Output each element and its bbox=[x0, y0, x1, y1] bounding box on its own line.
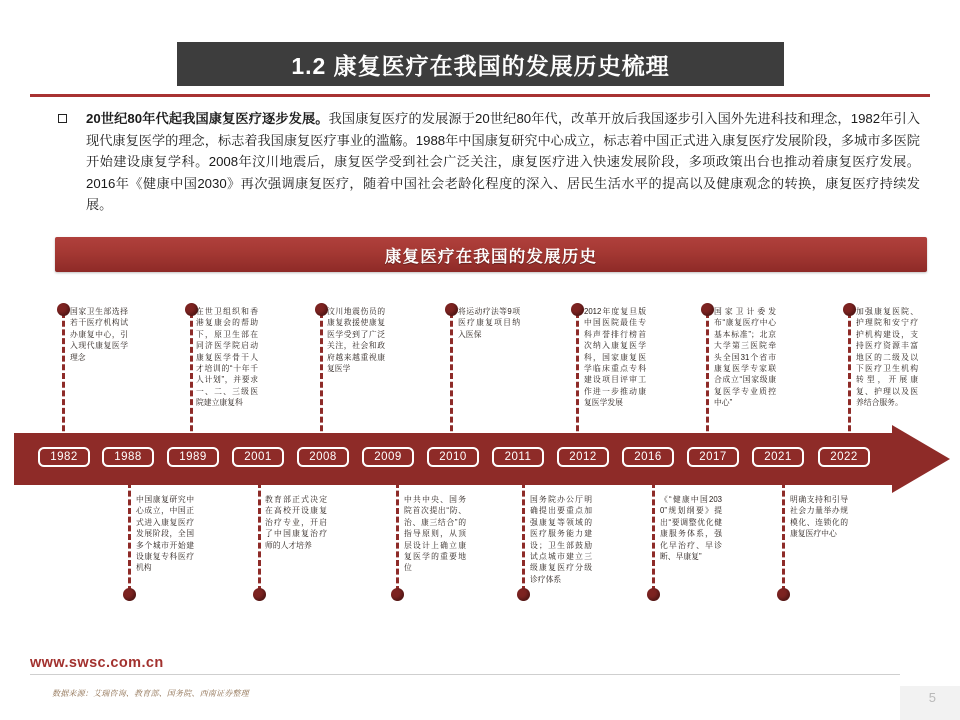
timeline-year-chip-2022[interactable]: 2022 bbox=[818, 447, 870, 467]
footer-divider bbox=[30, 674, 900, 675]
page-title: 1.2 康复医疗在我国的发展历史梳理 bbox=[291, 52, 670, 79]
page-title-band bbox=[177, 42, 784, 86]
timeline-node-dot-2011 bbox=[517, 588, 530, 601]
timeline-year-chip-2021[interactable]: 2021 bbox=[752, 447, 804, 467]
timeline-node-dot-2022 bbox=[843, 303, 856, 316]
timeline-node-dot-1982 bbox=[57, 303, 70, 316]
timeline-node-dot-2010 bbox=[445, 303, 458, 316]
timeline-callout-1989: 在世卫组织和香港复康会的帮助下，原卫生部在同济医学院启动康复医学骨干人才培训的“十年千人计划”，并要求一、二、三级医院建立康复科 bbox=[196, 307, 258, 408]
intro-body: 我国康复医疗的发展源于20世纪80年代，改革开放后我国逐步引入国外先进科技和理念，1982年引入现代康复医学的理念，标志着我国康复医疗事业的滥觞。1988年中国康复研究中心成立，标志着中国正式进入康复医疗发展阶段，多城市多医院开始建设康复学科。2008年汶川地震后，康复医学受到社会广泛关注，康复医疗进入快速发展阶段，多项政策出台也推动着康复医疗发展。2016年《健康中国2030》再次强调康复医疗，随着中国社会老龄化程度的深入、居民生活水平的提高以及健康观念的转换，康复医疗持续发展。 bbox=[86, 111, 921, 212]
timeline-callout-2021: 明确支持和引导社会力量举办规模化、连锁化的康复医疗中心 bbox=[790, 495, 848, 539]
timeline-connector-2001 bbox=[258, 482, 261, 592]
timeline-year-chip-2016[interactable]: 2016 bbox=[622, 447, 674, 467]
timeline-callout-1982: 国家卫生部选择若干医疗机构试办康复中心，引入现代康复医学理念 bbox=[70, 307, 128, 362]
timeline-connector-1989 bbox=[190, 312, 193, 440]
square-bullet-icon bbox=[58, 114, 67, 123]
timeline-connector-2008 bbox=[320, 312, 323, 440]
timeline-connector-2012 bbox=[576, 312, 579, 440]
timeline-year-chip-2010[interactable]: 2010 bbox=[427, 447, 479, 467]
timeline-node-dot-2017 bbox=[701, 303, 714, 316]
timeline-callout-2011: 国务院办公厅明确提出要重点加强康复等领域的医疗服务能力建设；卫生部鼓励试点城市建立三级康复医疗分级诊疗体系 bbox=[530, 495, 592, 584]
timeline-callout-2010: 将运动疗法等9项医疗康复项目纳入医保 bbox=[458, 307, 520, 339]
timeline-year-chip-1988[interactable]: 1988 bbox=[102, 447, 154, 467]
timeline-callout-2001: 教育部正式决定在高校开设康复治疗专业，开启了中国康复治疗师的人才培养 bbox=[265, 495, 327, 550]
timeline-year-chip-2017[interactable]: 2017 bbox=[687, 447, 739, 467]
timeline-connector-2021 bbox=[782, 482, 785, 592]
timeline-year-chip-2012[interactable]: 2012 bbox=[557, 447, 609, 467]
timeline-callout-2017: 国家卫计委发布“康复医疗中心基本标准”；北京大学第三医院牵头全国31个省市康复医学专家联合成立“国家级康复医学专业质控中心” bbox=[714, 307, 776, 408]
timeline-connector-2016 bbox=[652, 482, 655, 592]
timeline-year-chip-2009[interactable]: 2009 bbox=[362, 447, 414, 467]
timeline-year-chip-1982[interactable]: 1982 bbox=[38, 447, 90, 467]
timeline-connector-2011 bbox=[522, 482, 525, 592]
timeline-connector-1982 bbox=[62, 312, 65, 440]
timeline-node-dot-1988 bbox=[123, 588, 136, 601]
page-number: 5 bbox=[928, 690, 936, 705]
timeline-arrow bbox=[14, 425, 950, 493]
timeline-callout-2009: 中共中央、国务院首次提出“防、治、康三结合”的指导原则，从顶层设计上确立康复医学的重要地位 bbox=[404, 495, 466, 573]
footer-source-note: 数据来源：艾瑞咨询、教育部、国务院、西南证券整理 bbox=[52, 689, 249, 698]
timeline-year-chip-2001[interactable]: 2001 bbox=[232, 447, 284, 467]
intro-paragraph-block bbox=[58, 108, 920, 216]
timeline-node-dot-2001 bbox=[253, 588, 266, 601]
timeline-connector-2009 bbox=[396, 482, 399, 592]
timeline-node-dot-2021 bbox=[777, 588, 790, 601]
timeline-connector-2022 bbox=[848, 312, 851, 440]
timeline-callout-2016: 《“健康中国2030”规划纲要》提出“要调整优化健康服务体系，强化早治疗、早诊断、早康复” bbox=[660, 495, 722, 562]
timeline-node-dot-2012 bbox=[571, 303, 584, 316]
footer-url[interactable]: www.swsc.com.cn bbox=[30, 655, 164, 671]
intro-lead: 20世纪80年代起我国康复医疗逐步发展。 bbox=[86, 111, 329, 126]
timeline-arrow-head bbox=[892, 425, 950, 493]
timeline-callout-2022: 加强康复医院、护理院和安宁疗护机构建设，支持医疗资源丰富地区的二级及以下医疗卫生机构转型，开展康复、护理以及医养结合服务。 bbox=[856, 307, 918, 408]
timeline-connector-2010 bbox=[450, 312, 453, 440]
section-banner bbox=[55, 237, 927, 272]
timeline-year-chip-2008[interactable]: 2008 bbox=[297, 447, 349, 467]
timeline-year-chip-1989[interactable]: 1989 bbox=[167, 447, 219, 467]
timeline-node-dot-2016 bbox=[647, 588, 660, 601]
timeline-callout-1988: 中国康复研究中心成立，中国正式进入康复医疗发展阶段，全国多个城市开始建设康复专科医疗机构 bbox=[136, 495, 194, 573]
timeline-callout-2012: 2012年度复旦版中国医院最佳专科声誉排行榜首次纳入康复医学科，国家康复医学临床重点专科建设项目评审工作进一步推动康复医学发展 bbox=[584, 307, 646, 408]
intro-paragraph bbox=[86, 108, 920, 216]
timeline-year-chip-2011[interactable]: 2011 bbox=[492, 447, 544, 467]
timeline-callout-2008: 汶川地震伤员的康复救援使康复医学受到了广泛关注，社会和政府越来越重视康复医学 bbox=[327, 307, 385, 374]
timeline-connector-2017 bbox=[706, 312, 709, 440]
timeline-connector-1988 bbox=[128, 482, 131, 592]
title-divider bbox=[30, 94, 930, 97]
section-banner-label: 康复医疗在我国的发展历史 bbox=[384, 247, 598, 266]
timeline-node-dot-2009 bbox=[391, 588, 404, 601]
